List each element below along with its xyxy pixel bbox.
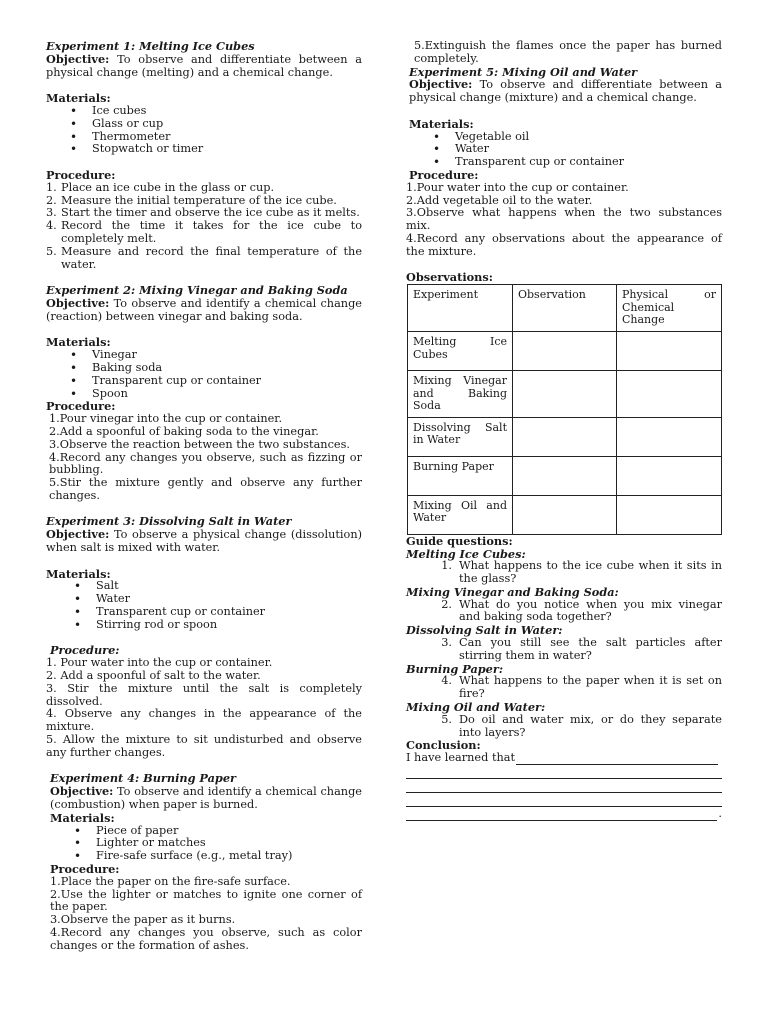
- list-item: • Ice cubes: [46, 105, 362, 118]
- procedure-step: 4.Record any observations about the appearance of the mixture.: [406, 231, 722, 258]
- procedure-step: 3. Start the timer and observe the ice cube as it melts.: [46, 206, 360, 220]
- experiment-3: [46, 515, 362, 759]
- procedure-step: 5. Allow the mixture to sit undisturbed and observe any further changes.: [46, 733, 362, 759]
- table-row: [408, 456, 722, 495]
- procedure-list: [46, 413, 362, 503]
- observation-cell[interactable]: [513, 331, 617, 370]
- list-item: • Water: [50, 593, 362, 606]
- observations-table: [407, 284, 722, 535]
- procedure-step: 1.Place the paper on the fire-safe surface.: [50, 874, 291, 888]
- left-column: [46, 40, 362, 953]
- objective-text: To observe and differentiate between a physical change (mixture) and a chemical change.: [409, 78, 722, 105]
- materials-label: Materials:: [50, 810, 115, 825]
- list-item: • Stopwatch or timer: [46, 143, 362, 156]
- materials-list: [50, 825, 362, 863]
- procedure-step: 3.Observe what happens when the two substances mix.: [406, 206, 722, 233]
- list-item: • Thermometer: [46, 131, 362, 144]
- procedure-step: 1. Place an ice cube in the glass or cup.: [46, 180, 275, 194]
- conclusion-last-line[interactable]: [406, 807, 722, 821]
- conclusion-lead: I have learned that: [406, 751, 516, 765]
- materials-list: [46, 580, 362, 631]
- procedure-step: 3. Stir the mixture until the salt is completely dissolved.: [46, 681, 362, 708]
- answer-line[interactable]: [406, 793, 722, 807]
- question-topic: Burning Paper:: [406, 661, 503, 676]
- objective-text: To observe and identify a chemical change (combustion) when paper is burned.: [50, 785, 362, 812]
- procedure-step: 2. Add a spoonful of salt to the water.: [46, 669, 261, 683]
- objective-text: To observe a physical change (dissolution) when salt is mixed with water.: [46, 528, 362, 555]
- row-label: Mixing Vinegar and Baking Soda: [408, 370, 513, 417]
- table-row: [408, 370, 722, 417]
- list-item: • Salt: [50, 580, 362, 593]
- list-item: • Vegetable oil: [409, 131, 722, 144]
- column-header: Physical or Chemical Change: [617, 285, 722, 332]
- list-item: • Water: [409, 143, 722, 156]
- objective-label: Objective:: [46, 51, 110, 66]
- list-item: • Transparent cup or container: [46, 375, 362, 388]
- list-item: • Transparent cup or container: [409, 156, 722, 169]
- observation-cell[interactable]: [513, 456, 617, 495]
- observation-cell[interactable]: [513, 417, 617, 456]
- list-item: • Glass or cup: [46, 118, 362, 131]
- table-row: [408, 495, 722, 534]
- procedure-step: 4. Record the time it takes for the ice cube to completely melt.: [46, 219, 362, 245]
- guide-questions-label: Guide questions:: [406, 533, 513, 548]
- conclusion-end-mark: .: [718, 806, 722, 820]
- procedure-list: [406, 182, 722, 259]
- list-item: • Fire-safe surface (e.g., metal tray): [50, 850, 362, 863]
- experiment-2: [46, 284, 362, 503]
- observation-cell[interactable]: [513, 370, 617, 417]
- materials-list: [46, 349, 362, 400]
- objective-label: Objective:: [50, 784, 114, 799]
- row-label: Burning Paper: [408, 456, 513, 495]
- answer-line[interactable]: [406, 765, 722, 779]
- procedure-list: [46, 182, 362, 272]
- procedure-step: 4.Record any changes you observe, such as fizzing or bubbling.: [49, 450, 362, 477]
- procedure-label: Procedure:: [46, 167, 116, 182]
- question-topic: Melting Ice Cubes:: [406, 546, 526, 561]
- list-item: • Vinegar: [46, 349, 362, 362]
- change-type-cell[interactable]: [617, 495, 722, 534]
- row-label: Melting Ice Cubes: [408, 331, 513, 370]
- column-header: Experiment: [408, 285, 513, 332]
- table-row: [408, 331, 722, 370]
- question-topic: Mixing Oil and Water:: [406, 700, 546, 715]
- guide-question: 5. Do oil and water mix, or do they separate into layers?: [441, 712, 722, 739]
- objective-label: Objective:: [46, 527, 110, 542]
- answer-line[interactable]: [516, 754, 718, 765]
- table-header-row: [408, 285, 722, 332]
- change-type-cell[interactable]: [617, 456, 722, 495]
- list-item: • Baking soda: [46, 362, 362, 375]
- procedure-label: Procedure:: [46, 399, 116, 414]
- guide-question: 3. Can you still see the salt particles after stirring them in water?: [441, 636, 722, 662]
- procedure-step: 2. Measure the initial temperature of the ice cube.: [46, 193, 337, 207]
- list-item: • Piece of paper: [50, 825, 362, 838]
- right-column: [406, 40, 722, 821]
- procedure-label: Procedure:: [50, 643, 120, 658]
- experiment-5: [406, 66, 722, 259]
- list-item: • Spoon: [46, 388, 362, 401]
- table-row: [408, 417, 722, 456]
- procedure-step: 4. Observe any changes in the appearance of the mixture.: [46, 707, 362, 734]
- procedure-step: 1. Pour water into the cup or container.: [46, 656, 273, 670]
- experiment-4: [46, 772, 362, 952]
- question-topic: Dissolving Salt in Water:: [406, 623, 563, 638]
- procedure-step: 2.Add a spoonful of baking soda to the vinegar.: [49, 424, 319, 438]
- procedure-list: [46, 657, 362, 759]
- change-type-cell[interactable]: [617, 370, 722, 417]
- answer-line[interactable]: [406, 807, 717, 821]
- list-item: • Transparent cup or container: [50, 606, 362, 619]
- procedure-step: 1.Pour vinegar into the cup or container.: [49, 412, 283, 426]
- objective: [46, 528, 362, 555]
- materials-label: Materials:: [409, 116, 474, 131]
- guide-question: 1. What happens to the ice cube when it sits in the glass?: [441, 559, 722, 586]
- guide-question: 4. What happens to the paper when it is set on fire?: [441, 674, 722, 701]
- procedure-step: 1.Pour water into the cup or container.: [406, 180, 629, 194]
- question-topic: Mixing Vinegar and Baking Soda:: [406, 584, 619, 599]
- procedure-label: Procedure:: [50, 862, 120, 876]
- materials-list: [409, 131, 722, 169]
- procedure-step: 5.Stir the mixture gently and observe any further changes.: [49, 476, 362, 502]
- objective-text: To observe and differentiate between a physical change (melting) and a chemical change.: [46, 52, 362, 79]
- experiment-title: Experiment 5: Mixing Oil and Water: [409, 64, 638, 79]
- objective: [50, 785, 362, 812]
- experiment-title: Experiment 1: Melting Ice Cubes: [46, 39, 255, 53]
- observation-cell[interactable]: [513, 495, 617, 534]
- materials-label: Materials:: [46, 91, 111, 106]
- change-type-cell[interactable]: [617, 417, 722, 456]
- procedure-step: 5.Extinguish the flames once the paper has burned completely.: [414, 39, 722, 65]
- objective: [409, 78, 722, 105]
- answer-line[interactable]: [406, 779, 722, 793]
- guide-questions: [406, 548, 722, 740]
- procedure-step: 3.Observe the paper as it burns.: [50, 913, 236, 927]
- list-item: • Stirring rod or spoon: [50, 619, 362, 632]
- observations-label: Observations:: [406, 270, 493, 285]
- objective: [46, 53, 362, 80]
- procedure-step: 3.Observe the reaction between the two substances.: [49, 437, 350, 451]
- objective-label: Objective:: [46, 295, 110, 310]
- procedure-step: 5. Measure and record the final temperature of the water.: [46, 244, 362, 271]
- procedure-step: 2.Add vegetable oil to the water.: [406, 193, 593, 207]
- conclusion-first-line[interactable]: [406, 752, 722, 765]
- objective-text: To observe and identify a chemical change (reaction) between vinegar and baking soda.: [46, 296, 362, 323]
- change-type-cell[interactable]: [617, 331, 722, 370]
- experiment-title: Experiment 2: Mixing Vinegar and Baking Soda: [46, 283, 348, 298]
- materials-label: Materials:: [46, 335, 111, 350]
- row-label: Mixing Oil and Water: [408, 495, 513, 534]
- procedure-list: [50, 876, 362, 953]
- objective-label: Objective:: [409, 77, 473, 92]
- experiment-title: Experiment 4: Burning Paper: [50, 771, 236, 786]
- experiment-title: Experiment 3: Dissolving Salt in Water: [46, 514, 292, 529]
- materials-list: [46, 105, 362, 156]
- procedure-step: 4.Record any changes you observe, such as color changes or the formation of ashes.: [50, 925, 362, 952]
- experiment-1: [46, 40, 362, 271]
- column-header: Observation: [513, 285, 617, 332]
- materials-label: Materials:: [46, 566, 111, 581]
- row-label: Dissolving Salt in Water: [408, 417, 513, 456]
- guide-question: 2. What do you notice when you mix vinegar and baking soda together?: [441, 597, 722, 624]
- procedure-step: 2.Use the lighter or matches to ignite one corner of the paper.: [50, 887, 362, 914]
- procedure-label: Procedure:: [409, 167, 479, 182]
- objective: [46, 297, 362, 324]
- list-item: • Lighter or matches: [50, 837, 362, 850]
- conclusion-label: Conclusion:: [406, 738, 481, 753]
